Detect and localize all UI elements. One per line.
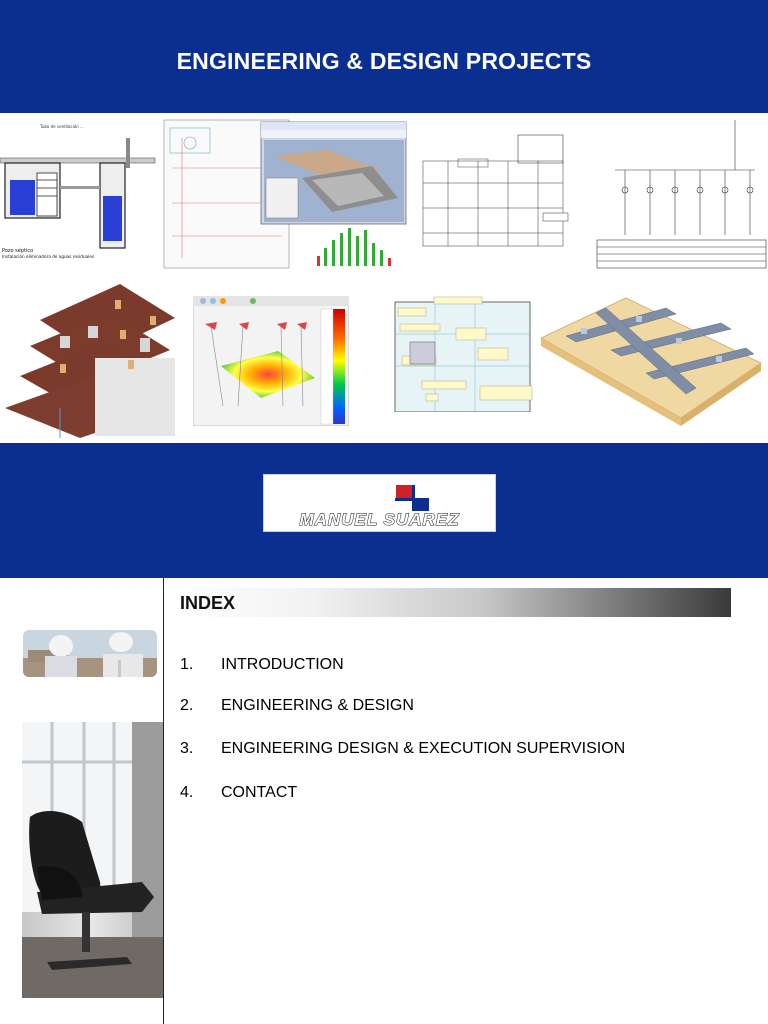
toc-number: 3. bbox=[180, 740, 194, 757]
toc-number: 4. bbox=[180, 784, 194, 801]
engineers-photo bbox=[23, 630, 157, 677]
header-band bbox=[0, 0, 768, 113]
duct-layout-3d bbox=[536, 278, 768, 441]
project-collage bbox=[0, 113, 768, 443]
septic-caption-1: Pozo séptico bbox=[2, 248, 34, 254]
electrical-single-line-diagram bbox=[595, 115, 768, 270]
index-header bbox=[172, 588, 731, 617]
floor-plan-drawing bbox=[360, 294, 535, 412]
svg-text:Tubo de ventilación ...: Tubo de ventilación ... bbox=[40, 124, 84, 129]
index-title: INDEX bbox=[180, 593, 236, 613]
office-chair-photo bbox=[22, 722, 163, 998]
company-logo bbox=[263, 474, 496, 532]
toc-label: ENGINEERING DESIGN & EXECUTION SUPERVISION bbox=[221, 740, 626, 757]
building-3d-model bbox=[0, 278, 186, 441]
toc-label: INTRODUCTION bbox=[221, 656, 344, 673]
logo-wordmark: MANUEL SUAREZ bbox=[299, 510, 460, 529]
logo-band bbox=[0, 443, 768, 578]
toc-number: 2. bbox=[180, 697, 194, 714]
thermal-map-screenshot bbox=[193, 296, 349, 426]
page-title: ENGINEERING & DESIGN PROJECTS bbox=[176, 48, 592, 74]
toc-label: ENGINEERING & DESIGN bbox=[221, 697, 414, 714]
vertical-divider bbox=[163, 578, 164, 1024]
toc-number: 1. bbox=[180, 656, 194, 673]
septic-tank-diagram bbox=[0, 118, 158, 266]
wiring-schematic bbox=[418, 133, 578, 251]
toc-label: CONTACT bbox=[221, 784, 298, 801]
software-screenshot bbox=[162, 118, 410, 271]
septic-caption-2: Instalación eliminadora de aguas residuales bbox=[2, 254, 95, 259]
